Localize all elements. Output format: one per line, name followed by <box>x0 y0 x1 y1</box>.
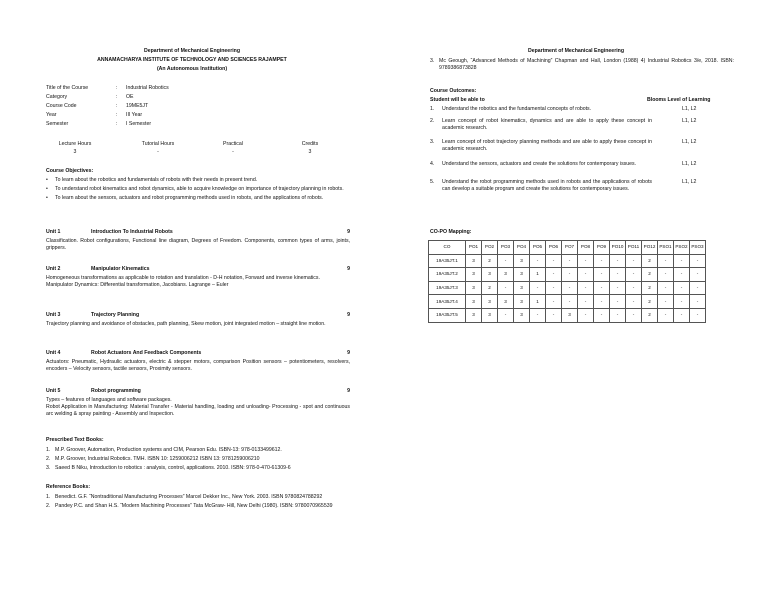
list-item: • To learn about the robotics and fundamentals of robots with their needs in present trend. <box>46 177 258 183</box>
references-list <box>46 494 350 512</box>
textbooks-list <box>46 447 350 474</box>
unit-body: Classification. Robot configurations, Functional line diagram, Degrees of Freedom. Components, common types of arms, joints, grippers. <box>46 238 350 252</box>
outcomes-intro: Student will be able to <box>430 97 485 103</box>
table-row: 19A35JT.1 3 2 - 3 - - - - - - - 2 - - - <box>429 254 706 268</box>
left-page: Department of Mechanical Engineering ANNAMACHARYA INSTITUTE OF TECHNOLOGY AND SCIENCES RAJAMPET (An Autonomous Institution) Title of the Course : Industrial Robotics Category : OE Course Code : 19ME5JT Year : III Year Semester : I Semester Lecture Hours Tutorial Hours Practical Credits 3 - - 3 Course Objectives: • To learn about the robotics and fundamentals of robots with their needs in present trend. • To understand robot kinematics and robot dynamics, able to acquire knowledge on importance of trajectory planning in robots. • To learn about the sensors, actuators and robot programming methods used in robots, and the applications of robots. Unit 1 Introduction To Industrial Robots 9 Classification. Robot configurations, Functional line diagram, Degrees of Freedom. Components, common types of arms, joints, grippers. Unit 2 Manipulator Kinematics 9 Homogeneous transformations as applicable to rotation and translation - D-H notation, Forward and inverse kinematics. Manipulator Dynamics: Differential transformation, Jacobians. Lagrange – Euler Unit 3 Trajectory Planning 9 Trajectory planning and avoidance of obstacles, path planning, Skew motion, joint integrated motion – straight line motion. Unit 4 Robot Actuators And Feedback Components 9 Actuators: Pneumatic, Hydraulic actuators, electric & stepper motors, comparison Position sensors – potentiometers, resolvers, encoders – Velocity sensors, tactile sensors, Proximity sensors. Unit 5 Robot programming 9 Types – features of languages and software packages. Robot Application in Manufacturing: Material Transfer - Material handling, loading and unloading- Processing - spot and continuous arc welding & spray painting - Assembly and Inspection. Prescribed Text Books: 1. M.P. Groover, Automation, Production systems and CIM, Pearson Edu. ISBN-13: 978-0133499612. 2. M.P. Groover, Industrial Robotics. TMH. ISBN 10: 1259006212 ISBN 13: 9781259006210 3. Saeed B Niku, Introduction to robotics : analysis, control, applications. 2010. ISBN: 978-0-470-61309-6 Reference Books: 1. Benedict. G.F. “Nontraditional Manufacturing Processes” Marcel Dekker Inc., New York. 2003. ISBN 9780824788292 2. Pandey P.C. and Shan H.S. “Modern Machining Processes” Tata McGraw- Hill, New Delhi (1980). ISBN: 9780070965539 <box>0 0 384 594</box>
objectives-list <box>46 177 350 204</box>
hours-header: Credits <box>301 141 319 147</box>
unit-body: Trajectory planning and avoidance of obstacles, path planning, Skew motion, joint integrated motion – straight line motion. <box>46 321 326 327</box>
list-item: 2. Pandey P.C. and Shan H.S. “Modern Machining Processes” Tata McGraw- Hill, New Delhi (1980). ISBN: 9780070965539 <box>46 503 333 510</box>
department-heading: Department of Mechanical Engineering <box>144 48 240 54</box>
hours-value: 3 <box>308 149 312 155</box>
unit-body: Homogeneous transformations as applicable to rotation and translation - D-H notation, Forward and inverse kinematics. Manipulator Dynamics: Differential transformation, Jacobians. Lagrange – Euler <box>46 275 320 289</box>
list-item: • To learn about the sensors, actuators and robot programming methods used in robots, and the applications of robots. <box>46 195 324 202</box>
blooms-header: Blooms Level of Learning <box>647 97 711 103</box>
table-row: 19A35JT.4 3 3 3 3 1 - - - - - - 2 - - - <box>429 295 706 309</box>
autonomous-subtitle: (An Autonomous Institution) <box>156 66 228 72</box>
table-row: 19A35JT.3 3 2 - 3 - - - - - - - 2 - - - <box>429 281 706 295</box>
reference-continuation <box>430 58 734 74</box>
hours-value: 3 <box>73 149 77 155</box>
copo-title: CO-PO Mapping: <box>430 229 472 235</box>
list-item: 3. Mc Geough, “Advanced Methods of Machining” Chapman and Hall, London (1988) 4) Industrial Robotics 3/e, 2018. ISBN: 9789386873828 <box>430 58 734 72</box>
unit-body: Types – features of languages and software packages. Robot Application in Manufacturing: Material Transfer - Material handling, loading and unloading- Processing - spot and continuous arc welding & spray painting - Assembly and Inspection. <box>46 397 350 418</box>
department-heading: Department of Mechanical Engineering <box>528 48 624 54</box>
outcomes-title: Course Outcomes: <box>430 88 477 94</box>
list-item: 1. M.P. Groover, Automation, Production systems and CIM, Pearson Edu. ISBN-13: 978-0133499612. <box>46 447 282 453</box>
table-row: 19A35JT.2 3 3 3 3 1 - - - - - - 2 - - - <box>429 268 706 282</box>
hours-value: - <box>157 149 159 155</box>
institute-heading: ANNAMACHARYA INSTITUTE OF TECHNOLOGY AND SCIENCES RAJAMPET <box>97 57 287 63</box>
hours-value: - <box>232 149 234 155</box>
right-page: Department of Mechanical Engineering 3. Mc Geough, “Advanced Methods of Machining” Chapman and Hall, London (1988) 4) Industrial Robotics 3/e, 2018. ISBN: 9789386873828 Course Outcomes: Student will be able to Blooms Level of Learning 1. Understand the robotics and the fundamental concepts of robots. L1, L2 2. Learn concept of robot kinematics, dynamics and are able to apply these concept in academic research. L1, L2 3. Learn concept of robot trajectory planning methods and are able to apply these concept in academic research. L1, L2 4. Understand the sensors, actuators and create the solutions for contemporary issues. L1, L2 5. Understand the robot programming methods used in robots and the applications of robots can develop a suitable program and create the solutions for contemporary issues. L1, L2 CO-PO Mapping: CO PO1 PO2 PO3 PO4 PO5 PO6 PO7 PO8 PO9 PO10 PO11 PO12 PSO1 PSO2 PSO3 19A35JT.1 3 2 - 3 - - - - - - - 2 - - - 19A35JT.2 3 3 3 3 1 - - - - - - 2 - - - 19A35JT.3 3 2 - 3 - - - - - - - 2 - - - 19A35JT.4 3 3 3 3 1 - - - - - - 2 - - - 19A35JT.5 3 3 - 3 - - 3 - - - - 2 - - - <box>384 0 768 594</box>
list-item: 3. Saeed B Niku, Introduction to robotics : analysis, control, applications. 2010. ISBN: 978-0-470-61309-6 <box>46 465 291 472</box>
unit-body: Actuators: Pneumatic, Hydraulic actuators, electric & stepper motors, comparison Position sensors – potentiometers, resolvers, encoders – Velocity sensors, tactile sensors, Proximity sensors. <box>46 359 350 373</box>
list-item: 2. M.P. Groover, Industrial Robotics. TMH. ISBN 10: 1259006212 ISBN 13: 9781259006210 <box>46 456 260 463</box>
textbooks-title: Prescribed Text Books: <box>46 437 104 443</box>
hours-header: Practical <box>223 141 243 147</box>
table-row: 19A35JT.5 3 3 - 3 - - 3 - - - - 2 - - - <box>429 308 706 322</box>
hours-header: Lecture Hours <box>58 141 92 147</box>
copo-table <box>428 240 706 323</box>
table-header-row: CO PO1 PO2 PO3 PO4 PO5 PO6 PO7 PO8 PO9 PO10 PO11 PO12 PSO1 PSO2 PSO3 <box>429 241 706 255</box>
hours-header: Tutorial Hours <box>141 141 175 147</box>
objectives-title: Course Objectives: <box>46 168 94 174</box>
list-item: • To understand robot kinematics and robot dynamics, able to acquire knowledge on importance of trajectory planning in robots. <box>46 186 344 193</box>
list-item: 1. Benedict. G.F. “Nontraditional Manufacturing Processes” Marcel Dekker Inc., New York. 2003. ISBN 9780824788292 <box>46 494 323 500</box>
references-title: Reference Books: <box>46 484 91 490</box>
